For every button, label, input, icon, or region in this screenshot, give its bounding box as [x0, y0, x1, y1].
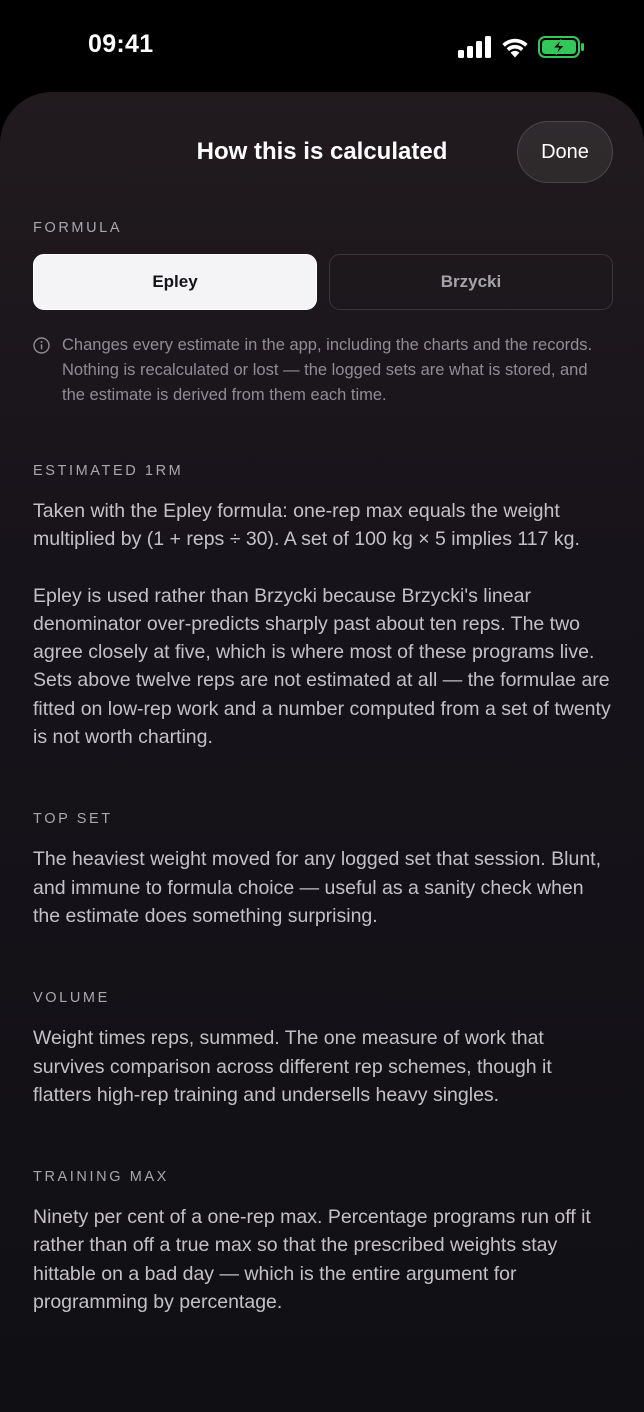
section-label-estimated-1rm: ESTIMATED 1RM [33, 463, 184, 479]
section-label-volume: VOLUME [33, 990, 110, 1007]
info-circle-icon [33, 337, 50, 354]
estimated-1rm-section [33, 463, 613, 751]
wifi-icon [500, 36, 530, 58]
formula-segmented-control [33, 254, 613, 310]
bottom-sheet [0, 92, 644, 1412]
status-time: 09:41 [88, 30, 154, 58]
sheet-content [33, 220, 613, 1316]
top-set-text: The heaviest weight moved for any logged set that session. Blunt, and immune to formula choice — useful as a sanity check when the estimate does something surprising. [33, 848, 601, 927]
estimated-1rm-paragraph-2: Epley is used rather than Brzycki because Brzycki's linear denominator over-predicts sharply past about ten reps. The two agree closely at five, which is where most of these programs live. Sets above twelve reps are not estimated at all — the formulae are fitted on low-rep work and a number computed from a set of twenty is not worth charting. [33, 584, 611, 749]
formula-info-text: Changes every estimate in the app, including the charts and the records. Nothing is recalculated or lost — the logged sets are what is stored, and the estimate is derived from them each time. [62, 336, 593, 404]
sheet-title: How this is calculated [196, 138, 448, 165]
section-label-formula: FORMULA [33, 220, 123, 236]
status-bar [0, 0, 644, 92]
section-label-top-set: TOP SET [33, 811, 113, 828]
section-label-training-max: TRAINING MAX [33, 1169, 169, 1186]
status-icons [458, 34, 586, 60]
training-max-text: Ninety per cent of a one-rep max. Percentage programs run off it rather than off a true max so that the prescribed weights stay hittable on a bad day — which is the entire argument for programming by percentage. [33, 1206, 591, 1314]
battery-charging-icon [538, 36, 586, 58]
segment-brzycki[interactable]: Brzycki [329, 254, 613, 310]
dynamic-island [231, 21, 413, 74]
estimated-1rm-paragraph-1: Taken with the Epley formula: one-rep max equals the weight multiplied by (1 + reps ÷ 30). A set of 100 kg × 5 implies 117 kg. [33, 500, 580, 551]
training-max-section [33, 1169, 613, 1316]
formula-info-note [33, 333, 613, 408]
volume-text: Weight times reps, summed. The one measure of work that survives comparison across different rep schemes, though it flatters high-rep training and undersells heavy singles. [33, 1027, 552, 1106]
done-button[interactable]: Done [517, 121, 613, 183]
formula-section [33, 220, 613, 408]
cellular-signal-icon [458, 36, 492, 58]
volume-section [33, 990, 613, 1109]
top-set-section [33, 811, 613, 930]
segment-epley[interactable]: Epley [33, 254, 317, 310]
